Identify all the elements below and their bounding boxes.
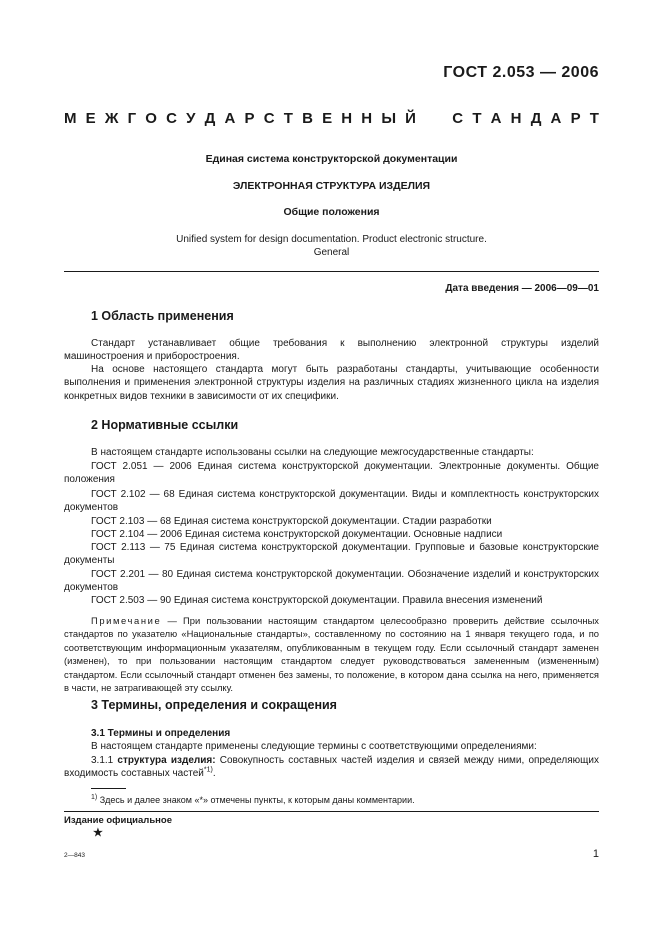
section3-1-heading: 3.1 Термины и определения xyxy=(91,728,231,739)
banner-letter: Т xyxy=(589,110,599,127)
banner-letter: В xyxy=(302,110,313,127)
footnote-text: Здесь и далее знаком «*» отмечены пункты, к которым даны комментарии. xyxy=(97,795,415,805)
term-footnote-ref: *1) xyxy=(203,767,213,775)
print-code: 2—843 xyxy=(64,852,85,859)
reference-item: ГОСТ 2.104 — 2006 Единая система конструкторской документации. Основные надписи xyxy=(91,529,503,540)
section1-heading: 1 Область применения xyxy=(91,309,234,323)
note-label: Примечание xyxy=(91,615,162,626)
banner-letter: Н xyxy=(341,110,353,127)
banner-letter: Н xyxy=(361,110,373,127)
banner-letter: Ж xyxy=(104,110,119,127)
banner-letter: Г xyxy=(127,110,137,127)
banner-letter: Т xyxy=(283,110,293,127)
banner-letter: М xyxy=(64,110,77,127)
section2-intro: В настоящем стандарте использованы ссылки на следующие межгосударственные стандарты: xyxy=(91,447,534,458)
banner-letter: У xyxy=(186,110,196,127)
banner-letter: С xyxy=(166,110,177,127)
banner-letter: Й xyxy=(405,110,416,127)
english-title-line1: Unified system for design documentation. Product electronic structure. xyxy=(176,234,487,245)
reference-item: ГОСТ 2.201 — 80 Единая система конструкторской документации. Обозначение изделий и конструкторских документов xyxy=(64,569,599,594)
footer-divider xyxy=(64,811,599,812)
banner-letter: А xyxy=(224,110,236,127)
banner-letter: Е xyxy=(322,110,333,127)
english-title-line2: General xyxy=(313,247,350,258)
term-definition xyxy=(64,754,599,781)
term-name: структура изделия: xyxy=(117,755,216,766)
note-text: — При пользовании настоящим стандартом целесообразно проверить действие ссылочных стандартов по указателю «Национальные стандарты», составленному по состоянию на 1 января текущего года, и по соответствующим информационным указателям, опубликованным в текущем году. Если ссылочный стандарт заменен (изменен), то при пользовании настоящим стандартом следует руководствоваться замененным (измененным) стандартом. Если ссылочный стандарт отменен без замены, то положение, в котором дана ссылка на него, применяется в части, не затрагивающей эту ссылку. xyxy=(64,615,599,694)
section3-heading: 3 Термины, определения и сокращения xyxy=(91,698,337,712)
reference-item: ГОСТ 2.503 — 90 Единая система конструкторской документации. Правила внесения изменений xyxy=(91,595,543,606)
reference-item: ГОСТ 2.103 — 68 Единая система конструкторской документации. Стадии разработки xyxy=(91,516,492,527)
banner-letter: Ы xyxy=(381,110,396,127)
note-paragraph xyxy=(64,614,599,694)
section1-paragraph2: На основе настоящего стандарта могут быть разработаны стандарты, учитывающие особенности выполнения и применения электронной структуры изделия на различных стадиях жизненного цикла на изделия конкретных видов техники в зависимости от их специфики. xyxy=(64,364,599,402)
term-end: . xyxy=(212,768,216,780)
introduction-date: Дата введения — 2006—09—01 xyxy=(445,283,599,294)
banner-letter: Д xyxy=(530,110,542,127)
banner-letter: Н xyxy=(510,110,522,127)
official-edition-label: Издание официальное xyxy=(64,815,172,826)
footnote xyxy=(91,795,415,805)
document-subtitle: Общие положения xyxy=(283,206,380,218)
reference-item: ГОСТ 2.102 — 68 Единая система конструкторской документации. Виды и комплектность конструкторских документов xyxy=(64,489,599,514)
banner-letter: Р xyxy=(244,110,255,127)
reference-item: ГОСТ 2.113 — 75 Единая система конструкторской документации. Групповые и базовые конструкторские документы xyxy=(64,542,599,567)
footnote-marker: 1) xyxy=(91,794,98,801)
document-number: ГОСТ 2.053 — 2006 xyxy=(443,64,599,81)
system-title: Единая система конструкторской документации xyxy=(205,153,458,165)
term-number: 3.1.1 xyxy=(91,755,118,766)
banner-letter: С xyxy=(263,110,275,127)
term-text: Совокупность составных частей изделия и связей между ними, определяющих входимость составных частей xyxy=(64,755,599,780)
page-number: 1 xyxy=(592,848,599,860)
banner-letter: С xyxy=(452,110,464,127)
star-icon: ★ xyxy=(93,827,103,839)
banner-letter: А xyxy=(490,110,502,127)
english-title xyxy=(64,233,599,259)
divider xyxy=(64,271,599,272)
banner-letter: Е xyxy=(85,110,96,127)
reference-item: ГОСТ 2.051 — 2006 Единая система конструкторской документации. Электронные документы. Общие положения xyxy=(64,461,599,486)
section3-intro: В настоящем стандарте применены следующие термины с соответствующими определениями: xyxy=(91,741,537,752)
banner-letter: О xyxy=(145,110,157,127)
banner-letter: А xyxy=(550,110,562,127)
banner-letter: Р xyxy=(570,110,581,127)
banner-gap xyxy=(425,110,443,127)
banner-letter: Д xyxy=(204,110,216,127)
section2-heading: 2 Нормативные ссылки xyxy=(91,418,239,432)
section1-paragraph1: Стандарт устанавливает общие требования к выполнению электронной структуры изделий машиностроения и приборостроения. xyxy=(64,338,599,363)
footnote-separator xyxy=(91,788,126,789)
document-title: ЭЛЕКТРОННАЯ СТРУКТУРА ИЗДЕЛИЯ xyxy=(232,180,431,192)
interstate-standard-banner xyxy=(64,110,599,127)
banner-letter: Т xyxy=(472,110,482,127)
